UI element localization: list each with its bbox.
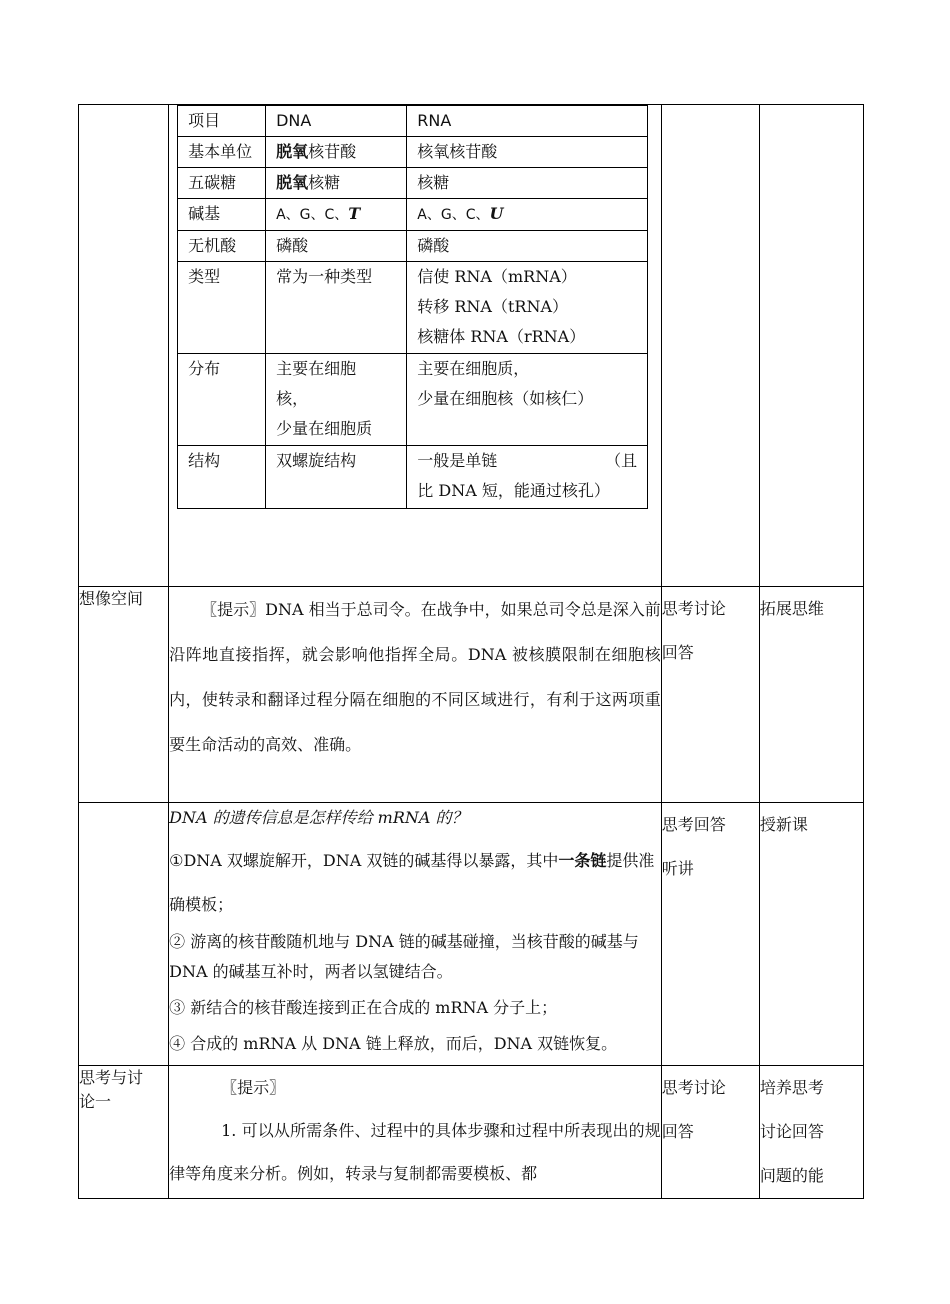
discussion-cell [169, 1066, 662, 1199]
comparison-header-row [178, 106, 648, 137]
text: （且 [605, 451, 638, 470]
line: 论一 [79, 1092, 112, 1111]
comparison-row [178, 446, 648, 509]
line: 少量在细胞核（如核仁） [417, 389, 594, 408]
steps-cell [169, 803, 662, 1066]
row-label: 无机酸 [178, 231, 266, 262]
row-label: 类型 [178, 262, 266, 354]
empty-cell [79, 105, 169, 587]
line: 少量在细胞质 [276, 419, 373, 438]
text: 提供准确模板； [169, 851, 655, 914]
table-row [79, 1066, 864, 1199]
step-2: ② 游离的核苷酸随机地与 DNA 链的碱基碰撞，当核苷酸的碱基与 DNA 的碱基互补时，两者以氢键结合。 [169, 932, 639, 981]
header-rna: RNA [407, 106, 648, 137]
line: 信使 RNA（mRNA） [417, 267, 577, 286]
bold-text: 脱氧 [276, 142, 309, 161]
row-label: 想像空间 [79, 587, 169, 803]
line: 思考与讨 [79, 1068, 144, 1087]
text: A、G、C、 [417, 207, 490, 223]
line: 思考讨论 [661, 1078, 726, 1097]
goal-cell: 拓展思维 [759, 587, 863, 803]
italic-text: U [489, 204, 504, 223]
goal-cell: 授新课 [759, 803, 863, 1066]
line: 培养思考 [759, 1078, 824, 1097]
row-label [79, 1066, 169, 1199]
bold-text: 脱氧 [276, 173, 309, 192]
line: 回答 [661, 1122, 694, 1141]
line: 核， [276, 389, 309, 408]
dna-cell [266, 168, 407, 199]
step-3: ③ 新结合的核苷酸连接到正在合成的 mRNA 分子上； [169, 998, 558, 1017]
italic-text: T [348, 204, 361, 223]
table-row [79, 587, 864, 803]
dna-cell: 常为一种类型 [266, 262, 407, 354]
row-label: 结构 [178, 446, 266, 509]
line: 核糖体 RNA（rRNA） [417, 327, 586, 346]
line: 问题的能 [759, 1166, 824, 1185]
line: 主要在细胞 [276, 359, 357, 378]
dna-cell: 双螺旋结构 [266, 446, 407, 509]
empty-cell [79, 803, 169, 1066]
dna-cell [266, 199, 407, 231]
question-text: DNA 的遗传信息是怎样传给 mRNA 的？ [169, 808, 468, 827]
text: 一般是单链 [417, 451, 498, 470]
comparison-row [178, 262, 648, 354]
rna-cell: 核糖 [407, 168, 648, 199]
activity-cell [661, 587, 759, 803]
text: ①DNA 双螺旋解开，DNA 双链的碱基得以暴露，其中 [169, 851, 559, 870]
comparison-row [178, 137, 648, 168]
dna-cell [266, 354, 407, 446]
rna-cell [407, 199, 648, 231]
rna-cell [407, 262, 648, 354]
activity-cell [661, 1066, 759, 1199]
dna-rna-comparison-table [177, 105, 648, 509]
rna-cell: 核氧核苷酸 [407, 137, 648, 168]
hint-text: 〖提示〗DNA 相当于总司令。在战争中，如果总司令总是深入前沿阵地直接指挥，就会影响他指挥全局。DNA 被核膜限制在细胞核内，使转录和翻译过程分隔在细胞的不同区域进行，有利于这两项重要生命活动的高效、准确。 [169, 587, 662, 803]
line: 听讲 [661, 859, 694, 878]
lesson-plan-table [78, 104, 864, 1199]
line: 转移 RNA（tRNA） [417, 297, 569, 316]
line: 回答 [661, 643, 694, 662]
discussion-text: 1. 可以从所需条件、过程中的具体步骤和过程中所表现出的规律等角度来分析。例如，转录与复制都需要模板、都 [169, 1121, 661, 1183]
empty-cell [661, 105, 759, 587]
empty-cell [759, 105, 863, 587]
bold-text: 一条链 [558, 851, 607, 870]
table-row [79, 803, 864, 1066]
dna-cell: 磷酸 [266, 231, 407, 262]
table-row [79, 105, 864, 587]
row-label: 分布 [178, 354, 266, 446]
text: 核糖 [308, 173, 341, 192]
header-dna: DNA [266, 106, 407, 137]
text: A、G、C、 [276, 207, 349, 223]
rna-cell: 磷酸 [407, 231, 648, 262]
text: 核苷酸 [308, 142, 357, 161]
step-4: ④ 合成的 mRNA 从 DNA 链上释放，而后，DNA 双链恢复。 [169, 1034, 618, 1053]
row-label: 基本单位 [178, 137, 266, 168]
goal-cell [759, 1066, 863, 1199]
line: 思考讨论 [661, 599, 726, 618]
comparison-row [178, 231, 648, 262]
dna-cell [266, 137, 407, 168]
line: 讨论回答 [759, 1122, 824, 1141]
line: 思考回答 [661, 815, 726, 834]
step-1 [169, 839, 661, 927]
comparison-row [178, 199, 648, 231]
line: 比 DNA 短，能通过核孔） [417, 481, 610, 500]
comparison-row [178, 168, 648, 199]
rna-cell [407, 446, 648, 509]
line [417, 446, 637, 476]
comparison-cell [169, 105, 662, 587]
rna-cell [407, 354, 648, 446]
hint-label: 〖提示〗 [221, 1078, 286, 1097]
row-label: 五碳糖 [178, 168, 266, 199]
comparison-row [178, 354, 648, 446]
line: 主要在细胞质， [417, 359, 530, 378]
row-label: 碱基 [178, 199, 266, 231]
activity-cell [661, 803, 759, 1066]
header-item: 项目 [178, 106, 266, 137]
